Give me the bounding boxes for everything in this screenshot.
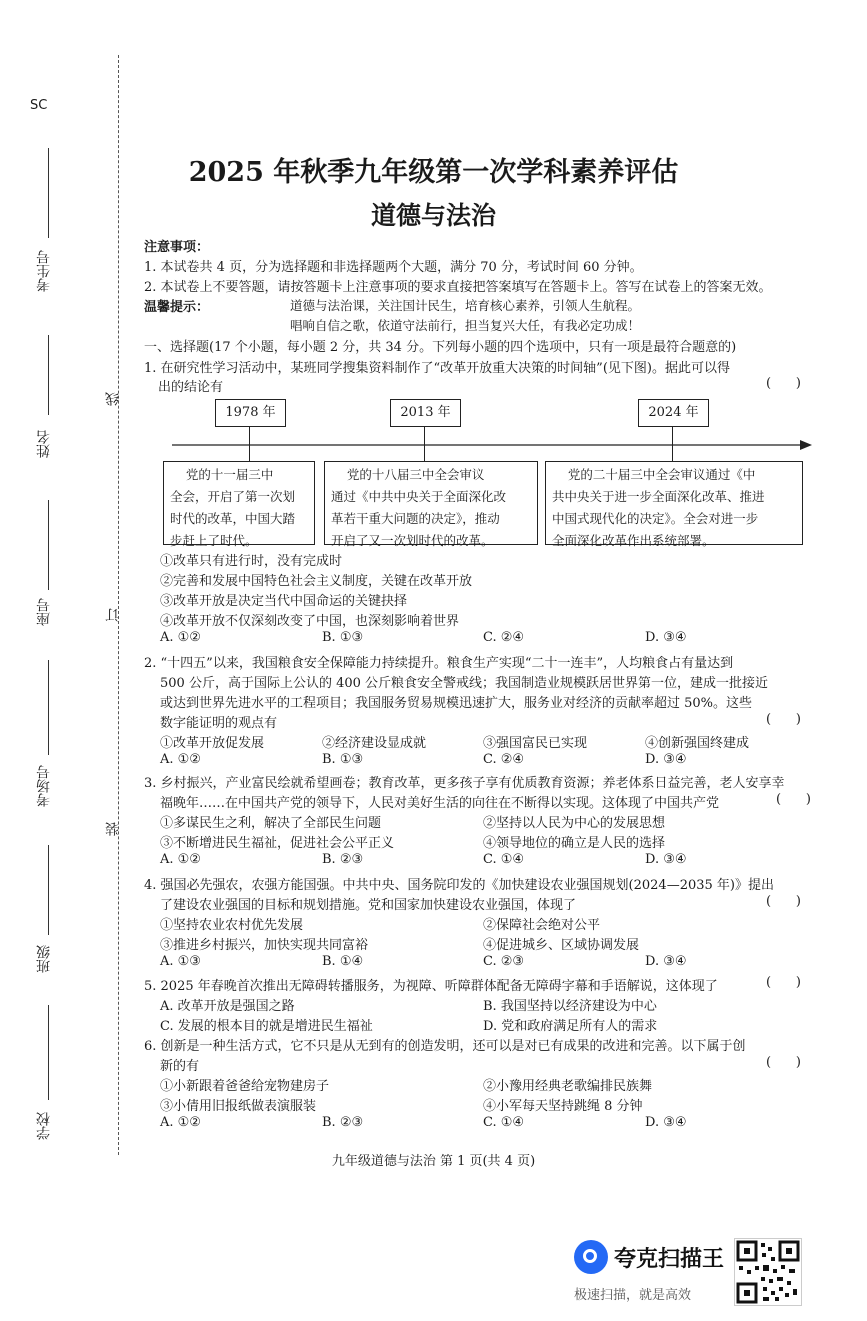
option-c: C. ①④ bbox=[483, 1115, 525, 1130]
statement: ④促进城乡、区域协调发展 bbox=[483, 938, 640, 953]
question-2-stem: 或达到世界先进水平的工程项目；我国服务贸易规模迅速扩大，服务业对经济的贡献率超过 50%。这些 bbox=[160, 696, 753, 711]
option-d: D. ③④ bbox=[645, 852, 687, 867]
cut-mark-ding: 订 bbox=[105, 608, 121, 622]
seat-label: 座号 bbox=[36, 598, 52, 626]
question-4-stem: 4. 强国必先强农，农强方能国强。中共中央、国务院印发的《加快建设农业强国规划(2024—2035 年)》提出 bbox=[144, 878, 774, 893]
class-line bbox=[48, 845, 49, 935]
tip-line: 唱响自信之歌，依道守法前行，担当复兴大任，有我必定功成！ bbox=[290, 318, 641, 333]
answer-paren: ( ) bbox=[766, 975, 801, 990]
timeline-year: 1978 年 bbox=[215, 399, 286, 427]
question-5-stem: 5. 2025 年春晚首次推出无障碍转播服务，为视障、听障群体配备无障碍字幕和手语解说，这体现了 bbox=[144, 979, 718, 994]
option-a: A. ①② bbox=[160, 1115, 201, 1130]
statement: ①小新跟着爸爸给宠物建房子 bbox=[160, 1079, 330, 1094]
question-3-stem: 福晚年……在中国共产党的领导下，人民对美好生活的向往在不断得以实现。这体现了中国共产党 bbox=[160, 796, 720, 811]
statement: ③改革开放是决定当代中国命运的关键抉择 bbox=[160, 594, 408, 609]
class-label: 班级 bbox=[36, 945, 52, 973]
name-line bbox=[48, 335, 49, 415]
page-footer: 九年级道德与法治 第 1 页(共 4 页) bbox=[331, 1154, 536, 1169]
tip-label: 温馨提示： bbox=[144, 300, 210, 315]
statement: ①多谋民生之利，解决了全部民生问题 bbox=[160, 816, 382, 831]
option-d: D. ③④ bbox=[645, 954, 687, 969]
timeline-event: 党的十八届三中全会审议 通过《中共中央关于全面深化改 革若干重大问题的决定》，推动 开启了又一次划时代的改革。 bbox=[324, 461, 538, 545]
statement: ①改革开放促发展 bbox=[160, 736, 265, 751]
option-c: C. ②③ bbox=[483, 954, 525, 969]
timeline-year: 2024 年 bbox=[638, 399, 709, 427]
timeline-event: 党的二十届三中全会审议通过《中 共中央关于进一步全面深化改革、推进 中国式现代化的决定》。全会对进一步 全面深化改革作出系统部署。 bbox=[545, 461, 803, 545]
statement: ①坚持农业农村优先发展 bbox=[160, 918, 304, 933]
question-3-stem: 3. 乡村振兴，产业富民绘就希望画卷；教育改革，更多孩子享有优质教育资源；养老体系日益完善，老人安享幸 bbox=[144, 776, 785, 791]
section-heading: 一、选择题(17 个小题，每小题 2 分，共 34 分。下列每小题的四个选项中，只有一项是最符合题意的) bbox=[144, 340, 737, 355]
statement: ①改革只有进行时，没有完成时 bbox=[160, 554, 343, 569]
question-1-stem: 出的结论有 bbox=[158, 380, 224, 395]
answer-paren: ( ) bbox=[776, 792, 811, 807]
question-6-stem: 新的有 bbox=[160, 1059, 200, 1074]
statement: ②经济建设显成就 bbox=[322, 736, 427, 751]
qr-code-icon bbox=[734, 1238, 802, 1306]
option-b: B. ①③ bbox=[322, 752, 364, 767]
option-c: C. ①④ bbox=[483, 852, 525, 867]
option-a: A. ①② bbox=[160, 852, 201, 867]
statement: ②完善和发展中国特色社会主义制度，关键在改革开放 bbox=[160, 574, 473, 589]
statement: ③推进乡村振兴，加快实现共同富裕 bbox=[160, 938, 369, 953]
cut-mark-xian: 线 bbox=[105, 392, 121, 406]
answer-paren: ( ) bbox=[766, 894, 801, 909]
option-a: A. ①③ bbox=[160, 954, 201, 969]
option-a: A. 改革开放是强国之路 bbox=[160, 999, 295, 1014]
option-c: C. ②④ bbox=[483, 630, 525, 645]
statement: ④改革开放不仅深刻改变了中国，也深刻影响着世界 bbox=[160, 614, 460, 629]
seat-line bbox=[48, 500, 49, 590]
timeline-axis bbox=[172, 438, 812, 452]
room-label: 考场号 bbox=[36, 765, 52, 807]
statement: ④领导地位的确立是人民的选择 bbox=[483, 836, 666, 851]
option-d: D. ③④ bbox=[645, 1115, 687, 1130]
cut-mark-zhuang: 装 bbox=[105, 822, 121, 836]
question-2-stem: 数字能证明的观点有 bbox=[160, 716, 278, 731]
statement: ③强国富民已实现 bbox=[483, 736, 588, 751]
option-a: A. ①② bbox=[160, 752, 201, 767]
answer-paren: ( ) bbox=[766, 1055, 801, 1070]
option-c: C. 发展的根本目的就是增进民生福祉 bbox=[160, 1019, 373, 1034]
option-b: B. ①④ bbox=[322, 954, 364, 969]
question-6-stem: 6. 创新是一种生活方式，它不只是从无到有的创造发明，还可以是对已有成果的改进和完善。以下属于创 bbox=[144, 1039, 746, 1054]
exam-no-label: 考生号 bbox=[36, 250, 52, 292]
subject-title: 道德与法治 bbox=[370, 201, 496, 230]
timeline-event: 党的十一届三中 全会，开启了第一次划 时代的改革，中国大踏 步赶上了时代。 bbox=[163, 461, 315, 545]
note-item: 1. 本试卷共 4 页，分为选择题和非选择题两个大题，满分 70 分，考试时间 60 分钟。 bbox=[144, 260, 643, 275]
statement: ③小倩用旧报纸做表演服装 bbox=[160, 1099, 317, 1114]
option-b: B. ①③ bbox=[322, 630, 364, 645]
statement: ②坚持以人民为中心的发展思想 bbox=[483, 816, 666, 831]
room-line bbox=[48, 660, 49, 755]
option-b: B. 我国坚持以经济建设为中心 bbox=[483, 999, 657, 1014]
brand-slogan: 极速扫描，就是高效 bbox=[574, 1288, 692, 1303]
option-b: B. ②③ bbox=[322, 852, 364, 867]
exam-title: 2025 年秋季九年级第一次学科素养评估 bbox=[188, 157, 679, 188]
brand-name: 夸克扫描王 bbox=[614, 1247, 725, 1272]
option-d: D. 党和政府满足所有人的需求 bbox=[483, 1019, 658, 1034]
question-4-stem: 了建设农业强国的目标和规划措施。党和国家加快建设农业强国，体现了 bbox=[160, 898, 577, 913]
school-label: 学校 bbox=[36, 1112, 52, 1140]
notes-heading: 注意事项： bbox=[144, 240, 210, 255]
answer-paren: ( ) bbox=[766, 376, 801, 391]
answer-paren: ( ) bbox=[766, 712, 801, 727]
school-line bbox=[48, 1005, 49, 1100]
question-2-stem: 2. “十四五”以来，我国粮食安全保障能力持续提升。粮食生产实现“二十一连丰”，人均粮食占有量达到 bbox=[144, 656, 734, 671]
statement: ②保障社会绝对公平 bbox=[483, 918, 601, 933]
name-label: 姓名 bbox=[36, 430, 52, 458]
option-b: B. ②③ bbox=[322, 1115, 364, 1130]
note-item: 2. 本试卷上不要答题，请按答题卡上注意事项的要求直接把答案填写在答题卡上。答写在试卷上的答案无效。 bbox=[144, 280, 772, 295]
statement: ②小豫用经典老歌编排民族舞 bbox=[483, 1079, 653, 1094]
option-a: A. ①② bbox=[160, 630, 201, 645]
statement: ④小军每天坚持跳绳 8 分钟 bbox=[483, 1099, 643, 1114]
sc-mark: SC bbox=[30, 98, 48, 113]
statement: ④创新强国终建成 bbox=[645, 736, 750, 751]
option-c: C. ②④ bbox=[483, 752, 525, 767]
option-d: D. ③④ bbox=[645, 630, 687, 645]
tip-line: 道德与法治课，关注国计民生，培育核心素养，引领人生航程。 bbox=[290, 298, 641, 313]
question-1-stem: 1. 在研究性学习活动中，某班同学搜集资料制作了“改革开放重大决策的时间轴”(见下图)。据此可以得 bbox=[144, 361, 730, 376]
timeline-year: 2013 年 bbox=[390, 399, 461, 427]
statement: ③不断增进民生福祉，促进社会公平正义 bbox=[160, 836, 395, 851]
question-2-stem: 500 公斤，高于国际上公认的 400 公斤粮食安全警戒线；我国制造业规模跃居世界第一位，建成一批接近 bbox=[160, 676, 769, 691]
quark-logo-icon bbox=[574, 1240, 608, 1274]
option-d: D. ③④ bbox=[645, 752, 687, 767]
